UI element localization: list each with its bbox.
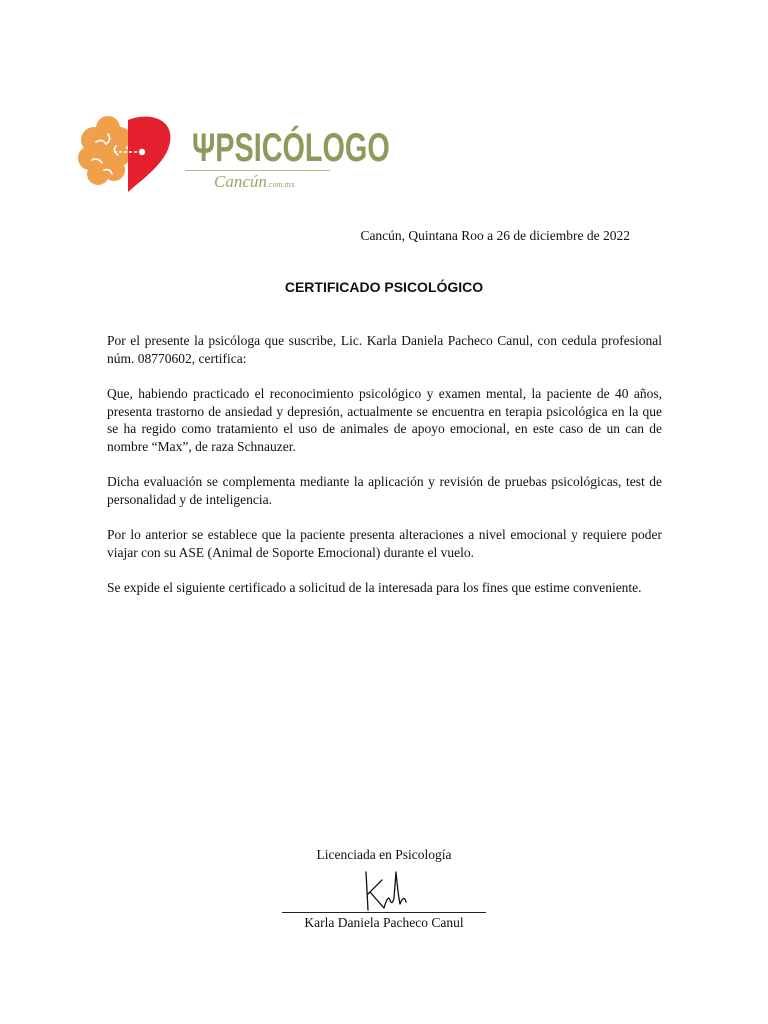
signature-block	[282, 846, 486, 932]
brand-city-name: Cancún	[214, 172, 267, 191]
paragraph-declaration: Por el presente la psicóloga que suscribe, Lic. Karla Daniela Pacheco Canul, con cedula profesional núm. 08770602, certifica:	[107, 333, 662, 366]
brand-city	[214, 172, 295, 192]
psicologo-cancun-logo	[78, 112, 390, 198]
paragraph-diagnosis: Que, habiendo practicado el reconocimiento psicológico y examen mental, la paciente de 40 años, presenta trastorno de ansiedad y depresión, actualmente se encuentra en terapia psicológica en la que se ha regido como tratamiento el uso de animales de apoyo emocional, en este caso de un can de nombre “Max”, de raza Schnauzer.	[107, 386, 662, 454]
document-title: CERTIFICADO PSICOLÓGICO	[284, 279, 484, 295]
brain-heart-logo-icon	[78, 112, 188, 198]
paragraph-evaluation: Dicha evaluación se complementa mediante la aplicación y revisión de pruebas psicológicas, test de personalidad y de inteligencia.	[107, 474, 662, 507]
document-body	[107, 332, 662, 615]
paragraph-conclusion: Por lo anterior se establece que la paciente presenta alteraciones a nivel emocional y requiere poder viajar con su ASE (Animal de Soporte Emocional) durante el vuelo.	[107, 527, 662, 560]
date-line: Cancún, Quintana Roo a 26 de diciembre de 2022	[360, 228, 630, 243]
signature-line	[282, 912, 486, 913]
brand-domain: .com.mx	[266, 180, 295, 189]
paragraph-issuance: Se expide el siguiente certificado a solicitud de la interesada para los fines que estime conveniente.	[107, 580, 642, 595]
signer-role: Licenciada en Psicología	[316, 847, 452, 862]
signer-name: Karla Daniela Pacheco Canul	[304, 915, 464, 930]
handwritten-signature-icon	[344, 864, 424, 914]
logo-divider	[185, 170, 330, 171]
brand-name: ΨPSICÓLOGO	[192, 126, 390, 170]
